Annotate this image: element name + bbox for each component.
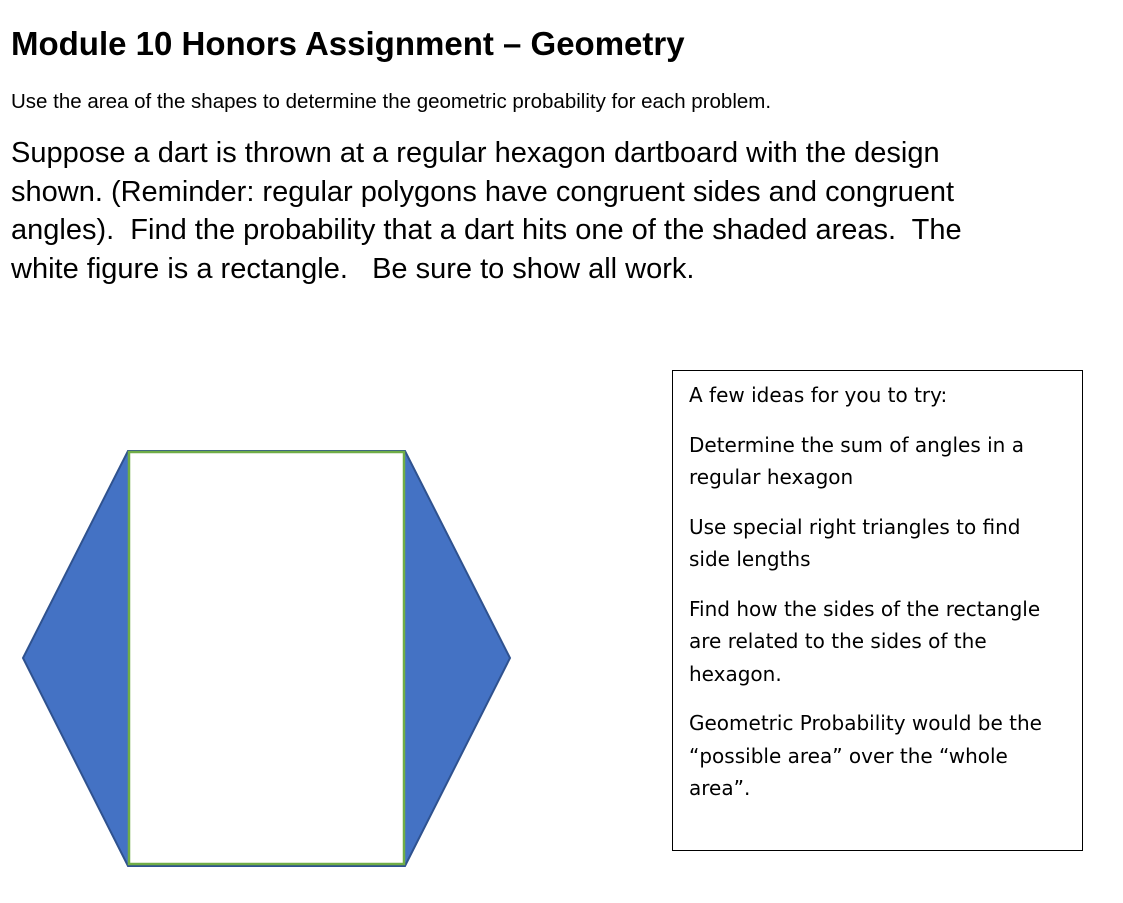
problem-line: shown. (Reminder: regular polygons have congruent sides and congruent [11, 175, 955, 208]
hexagon-dartboard-figure [0, 440, 540, 880]
problem-statement [11, 134, 1071, 288]
hints-box [672, 370, 1083, 851]
problem-line: white figure is a rectangle. Be sure to show all work. [11, 252, 695, 285]
instructions-text: Use the area of the shapes to determine the geometric probability for each problem. [11, 90, 772, 113]
problem-line: angles). Find the probability that a dart hits one of the shaded areas. The [11, 214, 962, 246]
hint-item: Determine the sum of angles in a regular hexagon [689, 432, 1024, 489]
hint-item: Geometric Probability would be the “possible area” over the “whole area”. [689, 711, 1042, 800]
hint-item: Find how the sides of the rectangle are related to the sides of the hexagon. [689, 596, 1041, 686]
hint-item: Use special right triangles to find side lengths [689, 514, 1021, 571]
hints-heading: A few ideas for you to try: [689, 383, 948, 407]
inscribed-rectangle [129, 452, 404, 864]
problem-line: Suppose a dart is thrown at a regular hexagon dartboard with the design [11, 137, 940, 169]
page-title: Module 10 Honors Assignment – Geometry [11, 25, 685, 62]
